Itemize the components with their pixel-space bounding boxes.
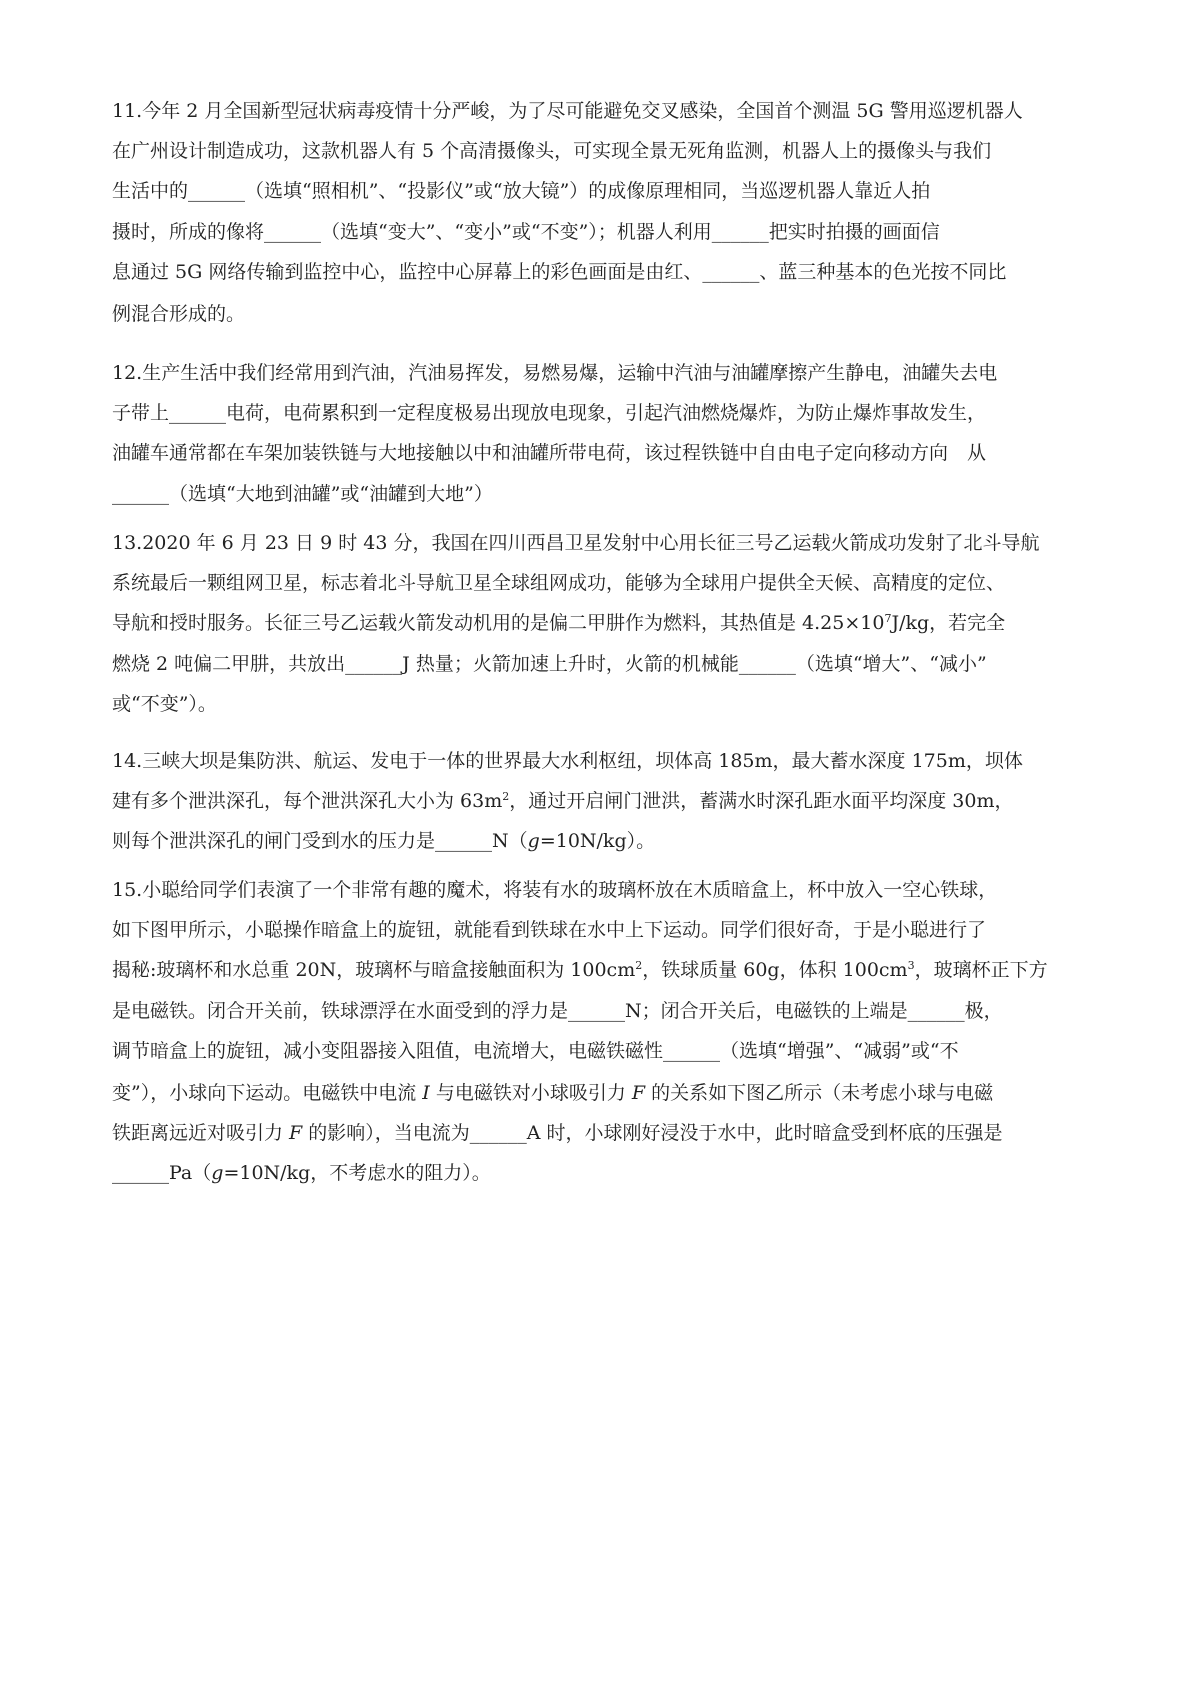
q15-line-4: 是电磁铁。闭合开关前，铁球漂浮在水面受到的浮力是______N；闭合开关后，电磁铁的上端是______极， [112, 1000, 1003, 1022]
q13-line-1: 13.2020 年 6 月 23 日 9 时 43 分，我国在四川西昌卫星发射中心用长征三号乙运载火箭成功发射了北斗导航 [112, 532, 1040, 554]
q15-line-8 [112, 1156, 491, 1190]
q12-line-2: 子带上______电荷，电荷累积到一定程度极易出现放电现象，引起汽油燃烧爆炸，为防止爆炸事故发生， [112, 402, 987, 424]
q12-line-3: 油罐车通常都在车架加装铁链与大地接触以中和油罐所带电荷，该过程铁链中自由电子定向移动方向 从 [112, 442, 987, 464]
q13-line-3-text: 导航和授时服务。长征三号乙运载火箭发动机用的是偏二甲肼作为燃料，其热值是 4.25×10 [112, 612, 885, 634]
q13-line-2: 系统最后一颗组网卫星，标志着北斗导航卫星全球组网成功，能够为全球用户提供全天候、高精度的定位、 [112, 572, 1006, 594]
q14-line-2-tail: ，通过开启闸门泄洪，蓄满水时深孔距水面平均深度 30m， [509, 790, 1014, 812]
q13-exponent: 7 [884, 612, 892, 625]
q15-g-symbol: g [211, 1162, 224, 1184]
q13-line-3-tail: J/kg，若完全 [891, 612, 1006, 634]
q15-line-6-mid: 与电磁铁对小球吸引力 [429, 1082, 632, 1104]
q15-line-6 [112, 1076, 993, 1110]
q12-line-4: ______（选填“大地到油罐”或“油罐到大地”） [112, 483, 493, 505]
q15-line-8-tail: =10N/kg，不考虑水的阻力）。 [223, 1162, 491, 1184]
q11-line-1: 11.今年 2 月全国新型冠状病毒疫情十分严峻，为了尽可能避免交叉感染，全国首个测温 5G 警用巡逻机器人 [112, 100, 1023, 122]
q13-line-3 [112, 606, 1005, 640]
q11-line-5: 息通过 5G 网络传输到监控中心，监控中心屏幕上的彩色画面是由红、______、蓝三种基本的色光按不同比 [112, 261, 1007, 283]
q14-line-1: 14.三峡大坝是集防洪、航运、发电于一体的世界最大水利枢纽，坝体高 185m，最大蓄水深度 175m，坝体 [112, 750, 1023, 772]
q15-force-symbol-2: F [289, 1122, 303, 1144]
q13-line-5: 或“不变”）。 [112, 693, 217, 715]
q11-line-3: 生活中的______（选填“照相机”、“投影仪”或“放大镜”）的成像原理相同，当巡逻机器人靠近人拍 [112, 180, 931, 202]
q11-line-4: 摄时，所成的像将______（选填“变大”、“变小”或“不变”）；机器人利用______把实时拍摄的画面信 [112, 221, 940, 243]
q15-force-symbol: F [631, 1082, 646, 1104]
q15-line-8-text: ______Pa（ [112, 1162, 212, 1184]
q14-line-3-text: 则每个泄洪深孔的闸门受到水的压力是______N（ [112, 830, 528, 852]
q15-exponent-area: 2 [635, 959, 643, 972]
q15-line-3 [112, 953, 1048, 987]
q14-line-2 [112, 784, 1013, 818]
q15-line-1: 15.小聪给同学们表演了一个非常有趣的魔术，将装有水的玻璃杯放在木质暗盒上，杯中放入一空心铁球， [112, 879, 998, 901]
q15-line-7-text: 铁距离远近对吸引力 [112, 1122, 290, 1144]
q14-exponent: 2 [502, 790, 510, 803]
q15-line-7 [112, 1116, 1003, 1150]
q14-g-symbol: g [527, 830, 540, 852]
q14-line-3-tail: =10N/kg）。 [539, 830, 656, 852]
q15-line-5: 调节暗盒上的旋钮，减小变阻器接入阻值，电流增大，电磁铁磁性______（选填“增强”、“减弱”或“不 [112, 1040, 959, 1062]
q15-line-7-tail: 的影响），当电流为______A 时，小球刚好浸没于水中，此时暗盒受到杯底的压强是 [302, 1122, 1003, 1144]
q14-line-2-text: 建有多个泄洪深孔，每个泄洪深孔大小为 63m [112, 790, 503, 812]
q11-line-6: 例混合形成的。 [112, 303, 246, 325]
q15-line-3-tail: ，玻璃杯正下方 [914, 959, 1048, 981]
q15-line-6-tail: 的关系如下图乙所示（未考虑小球与电磁 [645, 1082, 994, 1104]
q14-line-3 [112, 824, 655, 858]
q11-line-2: 在广州设计制造成功，这款机器人有 5 个高清摄像头，可实现全景无死角监测，机器人上的摄像头与我们 [112, 140, 992, 162]
q15-line-6-text: 变”），小球向下运动。电磁铁中电流 [112, 1082, 423, 1104]
q15-line-3-mid: ，铁球质量 60g，体积 100cm [642, 959, 908, 981]
q15-current-symbol: I [422, 1082, 430, 1104]
q13-line-4: 燃烧 2 吨偏二甲肼，共放出______J 热量；火箭加速上升时，火箭的机械能______（选填“增大”、“减小” [112, 653, 987, 675]
q15-line-2: 如下图甲所示，小聪操作暗盒上的旋钮，就能看到铁球在水中上下运动。同学们很好奇，于是小聪进行了 [112, 919, 987, 941]
q15-line-3-text: 揭秘:玻璃杯和水总重 20N，玻璃杯与暗盒接触面积为 100cm [112, 959, 636, 981]
q12-line-1: 12.生产生活中我们经常用到汽油，汽油易挥发，易燃易爆，运输中汽油与油罐摩擦产生静电，油罐失去电 [112, 362, 998, 384]
q15-exponent-volume: 3 [907, 959, 915, 972]
